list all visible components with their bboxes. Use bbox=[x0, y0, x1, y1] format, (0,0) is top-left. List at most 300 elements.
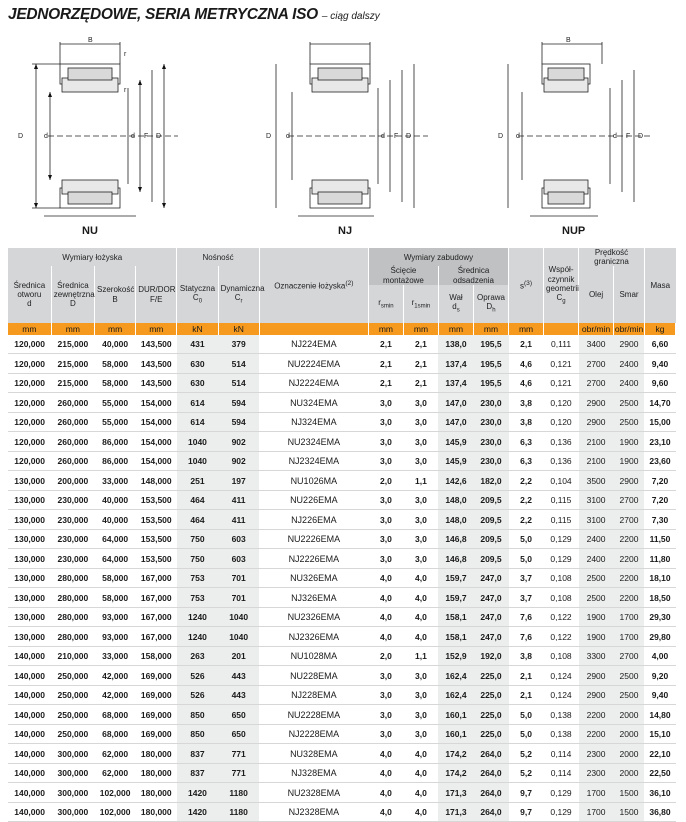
table-row bbox=[8, 588, 676, 608]
label-d-outer: D bbox=[498, 133, 504, 140]
table-cell: 0,104 bbox=[544, 471, 579, 491]
table-cell: 6,3 bbox=[509, 432, 544, 452]
table-row bbox=[8, 373, 676, 393]
table-cell: 225,0 bbox=[473, 685, 508, 705]
table-cell: 169,000 bbox=[136, 666, 177, 686]
page-title: JEDNORZĘDOWE, SERIA METRYCZNA ISO bbox=[8, 6, 318, 23]
table-cell: 443 bbox=[218, 666, 259, 686]
table-cell: 154,000 bbox=[136, 393, 177, 413]
table-cell: 3,0 bbox=[368, 510, 403, 530]
table-cell: 3,0 bbox=[403, 510, 438, 530]
col-masa: Masa bbox=[644, 248, 675, 323]
table-cell: 0,114 bbox=[544, 763, 579, 783]
table-cell: 300,000 bbox=[51, 763, 94, 783]
table-cell: 146,8 bbox=[438, 549, 473, 569]
table-cell: 2700 bbox=[579, 373, 614, 393]
table-cell: 3,0 bbox=[368, 451, 403, 471]
table-cell: 4,0 bbox=[368, 802, 403, 822]
table-cell: 55,000 bbox=[95, 412, 136, 432]
table-cell: 130,000 bbox=[8, 568, 51, 588]
label-b: B bbox=[566, 37, 571, 44]
table-cell: NJ2326EMA bbox=[259, 627, 368, 647]
table-cell: 3,0 bbox=[403, 549, 438, 569]
col-statyczna: Statyczna $C_0$ bbox=[177, 266, 218, 322]
col-oznaczenie: Oznaczenie łożyska$^{(2)}$ bbox=[259, 248, 368, 323]
table-cell: 162,4 bbox=[438, 685, 473, 705]
table-cell: 2500 bbox=[614, 666, 645, 686]
table-cell: 3,0 bbox=[368, 685, 403, 705]
table-cell: 247,0 bbox=[473, 568, 508, 588]
unit-cell: mm bbox=[51, 323, 94, 335]
table-cell: 145,9 bbox=[438, 451, 473, 471]
table-row bbox=[8, 549, 676, 569]
table-cell: 4,0 bbox=[403, 763, 438, 783]
nup-caption: NUP bbox=[562, 225, 586, 237]
table-row bbox=[8, 335, 676, 354]
table-cell: 2,1 bbox=[403, 354, 438, 374]
table-cell: 1240 bbox=[177, 607, 218, 627]
label-r: r bbox=[124, 51, 127, 58]
table-cell: 159,7 bbox=[438, 588, 473, 608]
table-cell: 215,000 bbox=[51, 354, 94, 374]
table-cell: 29,80 bbox=[644, 627, 675, 647]
table-cell: 195,5 bbox=[473, 373, 508, 393]
table-cell: 2400 bbox=[579, 549, 614, 569]
table-cell: 0,136 bbox=[544, 451, 579, 471]
table-cell: 443 bbox=[218, 685, 259, 705]
table-cell: 3,0 bbox=[403, 724, 438, 744]
table-cell: 630 bbox=[177, 373, 218, 393]
table-cell: 160,1 bbox=[438, 724, 473, 744]
table-cell: 3300 bbox=[579, 646, 614, 666]
col-olej: Olej bbox=[579, 266, 614, 322]
table-header bbox=[8, 248, 676, 335]
table-cell: 2200 bbox=[579, 705, 614, 725]
table-cell: 3,0 bbox=[403, 666, 438, 686]
label-dc: D bbox=[406, 133, 412, 140]
table-cell: 215,000 bbox=[51, 335, 94, 354]
table-cell: 771 bbox=[218, 763, 259, 783]
table-cell: 750 bbox=[177, 549, 218, 569]
table-cell: 225,0 bbox=[473, 724, 508, 744]
table-cell: 2700 bbox=[614, 646, 645, 666]
table-cell: 9,20 bbox=[644, 666, 675, 686]
col-dynamiczna: Dynamiczna $C_r$ bbox=[218, 266, 259, 322]
table-cell: 0,122 bbox=[544, 607, 579, 627]
table-cell: 120,000 bbox=[8, 393, 51, 413]
table-cell: NJ2328EMA bbox=[259, 802, 368, 822]
table-cell: 771 bbox=[218, 744, 259, 764]
table-cell: NJ324EMA bbox=[259, 412, 368, 432]
table-cell: 1040 bbox=[177, 432, 218, 452]
table-cell: 33,000 bbox=[95, 471, 136, 491]
table-cell: 230,0 bbox=[473, 412, 508, 432]
table-cell: 146,8 bbox=[438, 529, 473, 549]
table-cell: 2,1 bbox=[509, 335, 544, 354]
table-cell: 2900 bbox=[579, 412, 614, 432]
table-cell: 130,000 bbox=[8, 549, 51, 569]
table-cell: 2,2 bbox=[509, 510, 544, 530]
table-cell: 1,1 bbox=[403, 646, 438, 666]
table-cell: 902 bbox=[218, 451, 259, 471]
table-cell: 753 bbox=[177, 568, 218, 588]
group-wymiary-zabudowy: Wymiary zabudowy bbox=[368, 248, 508, 266]
table-cell: 159,7 bbox=[438, 568, 473, 588]
table-cell: 0,138 bbox=[544, 724, 579, 744]
table-cell: 1700 bbox=[614, 607, 645, 627]
table-cell: 0,115 bbox=[544, 510, 579, 530]
table-cell: NU2224EMA bbox=[259, 354, 368, 374]
table-cell: 280,000 bbox=[51, 627, 94, 647]
table-cell: 3,0 bbox=[403, 490, 438, 510]
table-cell: 1700 bbox=[614, 627, 645, 647]
table-row bbox=[8, 666, 676, 686]
table-cell: 0,122 bbox=[544, 627, 579, 647]
table-cell: 40,000 bbox=[95, 335, 136, 354]
table-cell: 167,000 bbox=[136, 627, 177, 647]
table-cell: 4,6 bbox=[509, 373, 544, 393]
table-cell: 0,124 bbox=[544, 666, 579, 686]
nu-bearing-drawing bbox=[8, 30, 188, 225]
table-cell: NU2326EMA bbox=[259, 607, 368, 627]
table-cell: 280,000 bbox=[51, 568, 94, 588]
table-cell: 23,10 bbox=[644, 432, 675, 452]
table-cell: 1900 bbox=[614, 451, 645, 471]
table-cell: 1180 bbox=[218, 783, 259, 803]
table-cell: 58,000 bbox=[95, 354, 136, 374]
table-cell: 195,5 bbox=[473, 335, 508, 354]
table-cell: NJ228EMA bbox=[259, 685, 368, 705]
table-cell: 7,6 bbox=[509, 607, 544, 627]
col-smar: Smar bbox=[614, 266, 645, 322]
table-cell: 464 bbox=[177, 510, 218, 530]
table-cell: 102,000 bbox=[95, 783, 136, 803]
table-cell: 140,000 bbox=[8, 685, 51, 705]
table-cell: 2900 bbox=[614, 335, 645, 354]
table-cell: 3400 bbox=[579, 335, 614, 354]
table-cell: 2,1 bbox=[509, 666, 544, 686]
table-cell: 230,000 bbox=[51, 549, 94, 569]
table-cell: 148,000 bbox=[136, 471, 177, 491]
unit-cell: kN bbox=[218, 323, 259, 335]
table-cell: 130,000 bbox=[8, 510, 51, 530]
label-d-outer: D bbox=[18, 133, 24, 140]
table-cell: 4,0 bbox=[368, 568, 403, 588]
table-cell: 1420 bbox=[177, 783, 218, 803]
table-cell: 3,0 bbox=[403, 529, 438, 549]
table-cell: 58,000 bbox=[95, 568, 136, 588]
table-cell: NJ2324EMA bbox=[259, 451, 368, 471]
table-cell: 4,0 bbox=[368, 783, 403, 803]
table-cell: 7,6 bbox=[509, 627, 544, 647]
table-cell: 5,0 bbox=[509, 724, 544, 744]
table-cell: 603 bbox=[218, 529, 259, 549]
table-row bbox=[8, 763, 676, 783]
table-cell: 1,1 bbox=[403, 471, 438, 491]
table-cell: 4,0 bbox=[368, 763, 403, 783]
table-row bbox=[8, 490, 676, 510]
table-cell: NU228EMA bbox=[259, 666, 368, 686]
table-cell: 169,000 bbox=[136, 705, 177, 725]
table-cell: 2,2 bbox=[509, 471, 544, 491]
table-cell: 2400 bbox=[614, 354, 645, 374]
table-cell: 137,4 bbox=[438, 373, 473, 393]
table-cell: 411 bbox=[218, 510, 259, 530]
table-cell: NU226EMA bbox=[259, 490, 368, 510]
table-cell: 2500 bbox=[614, 685, 645, 705]
table-cell: 247,0 bbox=[473, 627, 508, 647]
table-cell: 2500 bbox=[614, 393, 645, 413]
table-cell: 2200 bbox=[614, 529, 645, 549]
table-row bbox=[8, 568, 676, 588]
table-cell: 2,1 bbox=[368, 354, 403, 374]
table-cell: 68,000 bbox=[95, 724, 136, 744]
table-cell: NU324EMA bbox=[259, 393, 368, 413]
table-cell: 200,000 bbox=[51, 471, 94, 491]
table-cell: 701 bbox=[218, 568, 259, 588]
table-cell: 2500 bbox=[579, 588, 614, 608]
col-srednica-zewn: Średnica zewnętrzna D bbox=[51, 266, 94, 322]
nu-caption: NU bbox=[82, 225, 98, 237]
table-cell: 3100 bbox=[579, 490, 614, 510]
table-cell: 0,108 bbox=[544, 588, 579, 608]
table-cell: 3,8 bbox=[509, 412, 544, 432]
table-cell: 3,0 bbox=[403, 393, 438, 413]
table-cell: 2700 bbox=[614, 510, 645, 530]
table-cell: 169,000 bbox=[136, 685, 177, 705]
table-cell: 7,30 bbox=[644, 510, 675, 530]
table-cell: 2,1 bbox=[403, 335, 438, 354]
table-cell: 0,111 bbox=[544, 335, 579, 354]
table-cell: 143,500 bbox=[136, 373, 177, 393]
table-cell: 1240 bbox=[177, 627, 218, 647]
table-cell: 209,5 bbox=[473, 510, 508, 530]
label-d-inner: d bbox=[516, 133, 520, 140]
nj-caption: NJ bbox=[338, 225, 353, 237]
table-cell: 225,0 bbox=[473, 666, 508, 686]
table-cell: 3,0 bbox=[403, 451, 438, 471]
group-scipcie: Ścięcie montażowe bbox=[368, 266, 438, 284]
table-row bbox=[8, 354, 676, 374]
col-s: $s^{(3)}$ bbox=[509, 248, 544, 323]
table-cell: 140,000 bbox=[8, 744, 51, 764]
table-cell: 4,6 bbox=[509, 354, 544, 374]
label-dc: D bbox=[156, 133, 162, 140]
unit-cell bbox=[259, 323, 368, 335]
unit-cell: kN bbox=[177, 323, 218, 335]
col-rsmin: $r_{smin}$ bbox=[368, 285, 403, 323]
table-cell: 2200 bbox=[614, 549, 645, 569]
table-cell: 140,000 bbox=[8, 802, 51, 822]
unit-cell: obr/min bbox=[614, 323, 644, 334]
table-cell: 140,000 bbox=[8, 783, 51, 803]
table-cell: 86,000 bbox=[95, 432, 136, 452]
label-d2: d bbox=[131, 133, 135, 140]
label-d-outer: D bbox=[266, 133, 272, 140]
table-cell: 152,9 bbox=[438, 646, 473, 666]
nup-bearing-drawing bbox=[490, 30, 670, 225]
table-cell: 64,000 bbox=[95, 549, 136, 569]
table-cell: 0,129 bbox=[544, 802, 579, 822]
table-cell: 158,1 bbox=[438, 627, 473, 647]
table-cell: 130,000 bbox=[8, 607, 51, 627]
table-cell: 4,0 bbox=[368, 607, 403, 627]
table-cell: 260,000 bbox=[51, 451, 94, 471]
table-cell: 230,0 bbox=[473, 432, 508, 452]
table-cell: 3,0 bbox=[368, 549, 403, 569]
table-cell: 1040 bbox=[218, 607, 259, 627]
table-cell: 36,10 bbox=[644, 783, 675, 803]
label-f: F bbox=[626, 133, 631, 140]
table-cell: 614 bbox=[177, 393, 218, 413]
table-cell: 850 bbox=[177, 724, 218, 744]
units-row bbox=[8, 323, 676, 335]
table-cell: 201 bbox=[218, 646, 259, 666]
oznaczenie-label: Oznaczenie łożyska bbox=[274, 281, 346, 291]
unit-cell: mm bbox=[95, 323, 136, 335]
table-row bbox=[8, 802, 676, 822]
table-cell: NU2226EMA bbox=[259, 529, 368, 549]
table-cell: 1420 bbox=[177, 802, 218, 822]
table-cell: 594 bbox=[218, 393, 259, 413]
table-cell: 162,4 bbox=[438, 666, 473, 686]
group-predkosc: Prędkość graniczna bbox=[579, 248, 645, 266]
table-cell: 526 bbox=[177, 666, 218, 686]
table-cell: 514 bbox=[218, 373, 259, 393]
table-cell: 2500 bbox=[614, 412, 645, 432]
table-cell: 0,129 bbox=[544, 783, 579, 803]
unit-cell: mm bbox=[368, 323, 403, 335]
table-row bbox=[8, 705, 676, 725]
table-cell: 2200 bbox=[614, 588, 645, 608]
table-cell: 93,000 bbox=[95, 627, 136, 647]
table-cell: 3,8 bbox=[509, 393, 544, 413]
table-row bbox=[8, 451, 676, 471]
table-cell: NJ2228EMA bbox=[259, 724, 368, 744]
table-row bbox=[8, 412, 676, 432]
table-cell: 0,114 bbox=[544, 744, 579, 764]
table-cell: 33,000 bbox=[95, 646, 136, 666]
table-cell: 42,000 bbox=[95, 666, 136, 686]
table-cell: 154,000 bbox=[136, 412, 177, 432]
table-cell: 182,0 bbox=[473, 471, 508, 491]
table-cell: 2400 bbox=[614, 373, 645, 393]
table-row bbox=[8, 607, 676, 627]
table-row bbox=[8, 646, 676, 666]
table-cell: 3,7 bbox=[509, 568, 544, 588]
table-cell: 1180 bbox=[218, 802, 259, 822]
table-cell: 143,500 bbox=[136, 335, 177, 354]
table-cell: 230,0 bbox=[473, 393, 508, 413]
table-cell: 147,0 bbox=[438, 412, 473, 432]
table-cell: 93,000 bbox=[95, 607, 136, 627]
table-row bbox=[8, 529, 676, 549]
unit-cell: obr/min bbox=[579, 323, 614, 335]
table-cell: 40,000 bbox=[95, 510, 136, 530]
unit-cell: mm bbox=[438, 323, 473, 335]
table-cell: 120,000 bbox=[8, 432, 51, 452]
table-cell: 4,0 bbox=[403, 802, 438, 822]
table-cell: 120,000 bbox=[8, 335, 51, 354]
label-d2: d bbox=[381, 133, 385, 140]
label-d2: d bbox=[613, 133, 617, 140]
table-cell: 148,0 bbox=[438, 490, 473, 510]
table-cell: 153,500 bbox=[136, 549, 177, 569]
table-cell: 3,8 bbox=[509, 646, 544, 666]
table-cell: 3,0 bbox=[368, 490, 403, 510]
table-cell: 280,000 bbox=[51, 588, 94, 608]
table-row bbox=[8, 685, 676, 705]
table-cell: 120,000 bbox=[8, 412, 51, 432]
table-cell: 9,60 bbox=[644, 373, 675, 393]
table-cell: 264,0 bbox=[473, 802, 508, 822]
table-cell: 614 bbox=[177, 412, 218, 432]
table-cell: 264,0 bbox=[473, 763, 508, 783]
table-cell: 2900 bbox=[614, 471, 645, 491]
table-cell: 209,5 bbox=[473, 529, 508, 549]
col-srednica-otworu: Średnica otworu d bbox=[8, 266, 51, 322]
table-cell: 29,30 bbox=[644, 607, 675, 627]
table-cell: 4,0 bbox=[368, 744, 403, 764]
table-row bbox=[8, 627, 676, 647]
label-dc: D bbox=[638, 133, 644, 140]
page-subtitle: – ciąg dalszy bbox=[321, 11, 380, 22]
table-cell: 6,60 bbox=[644, 335, 675, 354]
table-cell: 195,5 bbox=[473, 354, 508, 374]
table-row bbox=[8, 393, 676, 413]
table-cell: 58,000 bbox=[95, 373, 136, 393]
table-cell: 55,000 bbox=[95, 393, 136, 413]
table-cell: 6,3 bbox=[509, 451, 544, 471]
table-cell: 514 bbox=[218, 354, 259, 374]
table-cell: 4,0 bbox=[403, 588, 438, 608]
table-cell: 2400 bbox=[579, 529, 614, 549]
table-cell: 2,1 bbox=[403, 373, 438, 393]
table-cell: 158,000 bbox=[136, 646, 177, 666]
table-cell: 2300 bbox=[579, 744, 614, 764]
table-cell: 167,000 bbox=[136, 607, 177, 627]
table-cell: 3500 bbox=[579, 471, 614, 491]
title-line bbox=[8, 6, 380, 24]
table-cell: 40,000 bbox=[95, 490, 136, 510]
table-cell: 750 bbox=[177, 529, 218, 549]
table-cell: 0,108 bbox=[544, 568, 579, 588]
table-cell: 130,000 bbox=[8, 471, 51, 491]
table-cell: 130,000 bbox=[8, 588, 51, 608]
table-cell: 197 bbox=[218, 471, 259, 491]
table-cell: 9,7 bbox=[509, 783, 544, 803]
table-cell: 5,2 bbox=[509, 744, 544, 764]
table-cell: 154,000 bbox=[136, 432, 177, 452]
unit-cell: mm bbox=[8, 323, 51, 335]
table-cell: 86,000 bbox=[95, 451, 136, 471]
unit-cell bbox=[544, 323, 579, 335]
table-cell: 15,10 bbox=[644, 724, 675, 744]
table-cell: 837 bbox=[177, 744, 218, 764]
table-cell: 3,0 bbox=[368, 412, 403, 432]
table-cell: 264,0 bbox=[473, 783, 508, 803]
table-cell: 2,0 bbox=[368, 646, 403, 666]
table-cell: 3,7 bbox=[509, 588, 544, 608]
table-cell: 2200 bbox=[579, 724, 614, 744]
table-cell: 4,00 bbox=[644, 646, 675, 666]
table-cell: NJ326EMA bbox=[259, 588, 368, 608]
table-cell: 15,00 bbox=[644, 412, 675, 432]
table-cell: 2000 bbox=[614, 724, 645, 744]
table-cell: 158,1 bbox=[438, 607, 473, 627]
table-cell: 3,0 bbox=[403, 685, 438, 705]
table-cell: 120,000 bbox=[8, 451, 51, 471]
